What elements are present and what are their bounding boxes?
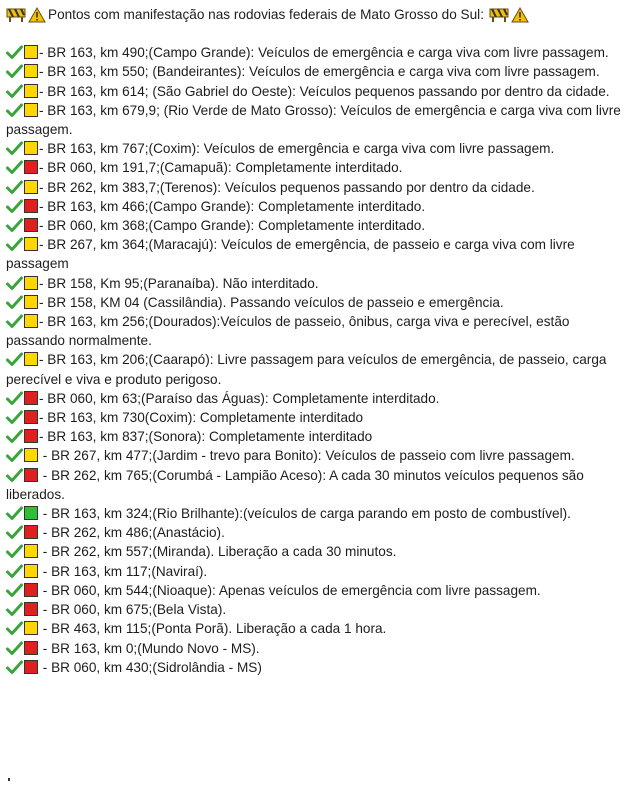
road-status-item xyxy=(6,350,626,388)
yellow-square-icon xyxy=(24,237,38,251)
road-status-item xyxy=(6,600,626,619)
road-status-text: - BR 262, km 486;(Anastácio). xyxy=(39,525,225,541)
check-mark-icon xyxy=(6,314,23,329)
yellow-square-icon xyxy=(24,621,38,635)
road-status-text: - BR 262, km 557;(Miranda). Liberação a cada 30 minutos. xyxy=(39,544,397,560)
check-mark-icon xyxy=(6,583,23,598)
yellow-square-icon xyxy=(24,103,38,117)
check-mark-icon xyxy=(6,564,23,579)
check-mark-icon xyxy=(6,660,23,675)
road-status-text: - BR 060, km 63;(Paraíso das Águas): Completamente interditado. xyxy=(39,390,440,406)
check-mark-icon xyxy=(6,641,23,656)
warning-icon xyxy=(511,7,529,23)
road-status-text: - BR 163, km 614; (São Gabriel do Oeste): Veículos pequenos passando por dentro da cidade. xyxy=(39,83,610,99)
road-status-item xyxy=(6,504,626,523)
construction-barrier-icon xyxy=(6,7,26,23)
road-status-item xyxy=(6,639,626,658)
check-mark-icon xyxy=(6,103,23,118)
check-mark-icon xyxy=(6,64,23,79)
road-status-text: - BR 163, km 679,9; (Rio Verde de Mato Grosso): Veículos de emergência e carga viva com livre passagem. xyxy=(6,102,621,138)
road-status-list xyxy=(6,43,626,677)
road-status-item xyxy=(6,658,626,677)
road-status-text: - BR 060, km 544;(Nioaque): Apenas veículos de emergência com livre passagem. xyxy=(39,582,541,598)
yellow-square-icon xyxy=(24,276,38,290)
yellow-square-icon xyxy=(24,295,38,309)
road-status-text: - BR 060, km 368;(Campo Grande): Completamente interditado. xyxy=(39,218,426,234)
road-status-text: - BR 267, km 477;(Jardim - trevo para Bonito): Veículos de passeio com livre passagem. xyxy=(39,448,575,464)
yellow-square-icon xyxy=(24,564,38,578)
yellow-square-icon xyxy=(24,45,38,59)
road-status-text: - BR 060, km 675;(Bela Vista). xyxy=(39,602,227,618)
road-status-item xyxy=(6,619,626,638)
check-mark-icon xyxy=(6,84,23,99)
check-mark-icon xyxy=(6,410,23,425)
road-status-text: - BR 163, km 837;(Sonora): Completamente interditado xyxy=(39,429,373,445)
check-mark-icon xyxy=(6,602,23,617)
check-mark-icon xyxy=(6,544,23,559)
red-square-icon xyxy=(24,602,38,616)
yellow-square-icon xyxy=(24,544,38,558)
post-header xyxy=(6,5,626,24)
road-status-text: - BR 060, km 430;(Sidrolândia - MS) xyxy=(39,659,262,675)
green-square-icon xyxy=(24,506,38,520)
yellow-square-icon xyxy=(24,64,38,78)
check-mark-icon xyxy=(6,199,23,214)
check-mark-icon xyxy=(6,468,23,483)
check-mark-icon xyxy=(6,237,23,252)
yellow-square-icon xyxy=(24,352,38,366)
road-status-item xyxy=(6,197,626,216)
road-status-text: - BR 060, km 191,7;(Camapuã): Completamente interditado. xyxy=(39,160,403,176)
road-status-item xyxy=(6,562,626,581)
road-status-text: - BR 163, km 324;(Rio Brilhante):(veículos de carga parando em posto de combustível). xyxy=(39,506,571,522)
check-mark-icon xyxy=(6,506,23,521)
yellow-square-icon xyxy=(24,84,38,98)
road-status-item xyxy=(6,312,626,350)
trailing-mark xyxy=(8,778,10,781)
road-status-item xyxy=(6,101,626,139)
yellow-square-icon xyxy=(24,314,38,328)
check-mark-icon xyxy=(6,391,23,406)
yellow-square-icon xyxy=(24,141,38,155)
check-mark-icon xyxy=(6,160,23,175)
road-status-item xyxy=(6,408,626,427)
warning-icon xyxy=(28,7,46,23)
road-status-item xyxy=(6,235,626,273)
road-status-text: - BR 163, km 206;(Caarapó): Livre passagem para veículos de emergência, de passeio, carga perecível e viva e produto perigoso. xyxy=(6,352,607,387)
check-mark-icon xyxy=(6,525,23,540)
road-status-item xyxy=(6,82,626,101)
yellow-square-icon xyxy=(24,448,38,462)
road-status-text: - BR 267, km 364;(Maracajú): Veículos de emergência, de passeio e carga viva com livre passagem xyxy=(6,237,575,272)
road-status-text: - BR 163, km 0;(Mundo Novo - MS). xyxy=(39,640,260,656)
check-mark-icon xyxy=(6,141,23,156)
check-mark-icon xyxy=(6,180,23,195)
road-status-item xyxy=(6,293,626,312)
road-status-item xyxy=(6,542,626,561)
check-mark-icon xyxy=(6,352,23,367)
road-status-text: - BR 163, km 256;(Dourados):Veículos de passeio, ônibus, carga viva e perecível, estão passando normalmente. xyxy=(6,314,570,349)
road-status-item xyxy=(6,139,626,158)
check-mark-icon xyxy=(6,429,23,444)
road-status-item xyxy=(6,158,626,177)
road-status-item xyxy=(6,581,626,600)
red-square-icon xyxy=(24,199,38,213)
road-status-item xyxy=(6,389,626,408)
road-status-text: - BR 463, km 115;(Ponta Porã). Liberação a cada 1 hora. xyxy=(39,621,387,637)
red-square-icon xyxy=(24,583,38,597)
check-mark-icon xyxy=(6,276,23,291)
road-status-item xyxy=(6,427,626,446)
red-square-icon xyxy=(24,410,38,424)
road-status-item xyxy=(6,178,626,197)
road-status-item xyxy=(6,274,626,293)
road-status-text: - BR 163, km 490;(Campo Grande): Veículos de emergência e carga viva com livre passagem. xyxy=(39,45,609,61)
check-mark-icon xyxy=(6,218,23,233)
road-status-item xyxy=(6,216,626,235)
yellow-square-icon xyxy=(24,180,38,194)
road-status-text: - BR 262, km 765;(Corumbá - Lampião Aceso): A cada 30 minutos veículos pequenos são liberados. xyxy=(6,467,584,502)
road-status-item xyxy=(6,62,626,81)
road-status-text: - BR 158, Km 95;(Paranaíba). Não interditado. xyxy=(39,275,319,291)
road-status-text: - BR 163, km 767;(Coxim): Veículos de emergência e carga viva com livre passagem. xyxy=(39,141,555,157)
road-status-item xyxy=(6,446,626,465)
red-square-icon xyxy=(24,429,38,443)
red-square-icon xyxy=(24,641,38,655)
check-mark-icon xyxy=(6,448,23,463)
road-status-text: - BR 163, km 550; (Bandeirantes): Veículos de emergência e carga viva com livre passagem. xyxy=(39,64,600,80)
post-title: Pontos com manifestação nas rodovias federais de Mato Grosso do Sul: xyxy=(48,7,484,22)
check-mark-icon xyxy=(6,45,23,60)
construction-barrier-icon xyxy=(489,7,509,23)
check-mark-icon xyxy=(6,295,23,310)
red-square-icon xyxy=(24,391,38,405)
road-status-item xyxy=(6,43,626,62)
road-status-text: - BR 163, km 466;(Campo Grande): Completamente interditado. xyxy=(39,198,426,214)
red-square-icon xyxy=(24,660,38,674)
road-status-text: - BR 262, km 383,7;(Terenos): Veículos pequenos passando por dentro da cidade. xyxy=(39,179,535,195)
red-square-icon xyxy=(24,468,38,482)
road-status-text: - BR 163, km 117;(Naviraí). xyxy=(39,563,208,579)
road-status-text: - BR 158, KM 04 (Cassilândia). Passando veículos de passeio e emergência. xyxy=(39,294,504,310)
check-mark-icon xyxy=(6,621,23,636)
road-status-item xyxy=(6,466,626,504)
red-square-icon xyxy=(24,525,38,539)
red-square-icon xyxy=(24,218,38,232)
red-square-icon xyxy=(24,160,38,174)
road-status-text: - BR 163, km 730(Coxim): Completamente interditado xyxy=(39,410,364,426)
road-status-item xyxy=(6,523,626,542)
